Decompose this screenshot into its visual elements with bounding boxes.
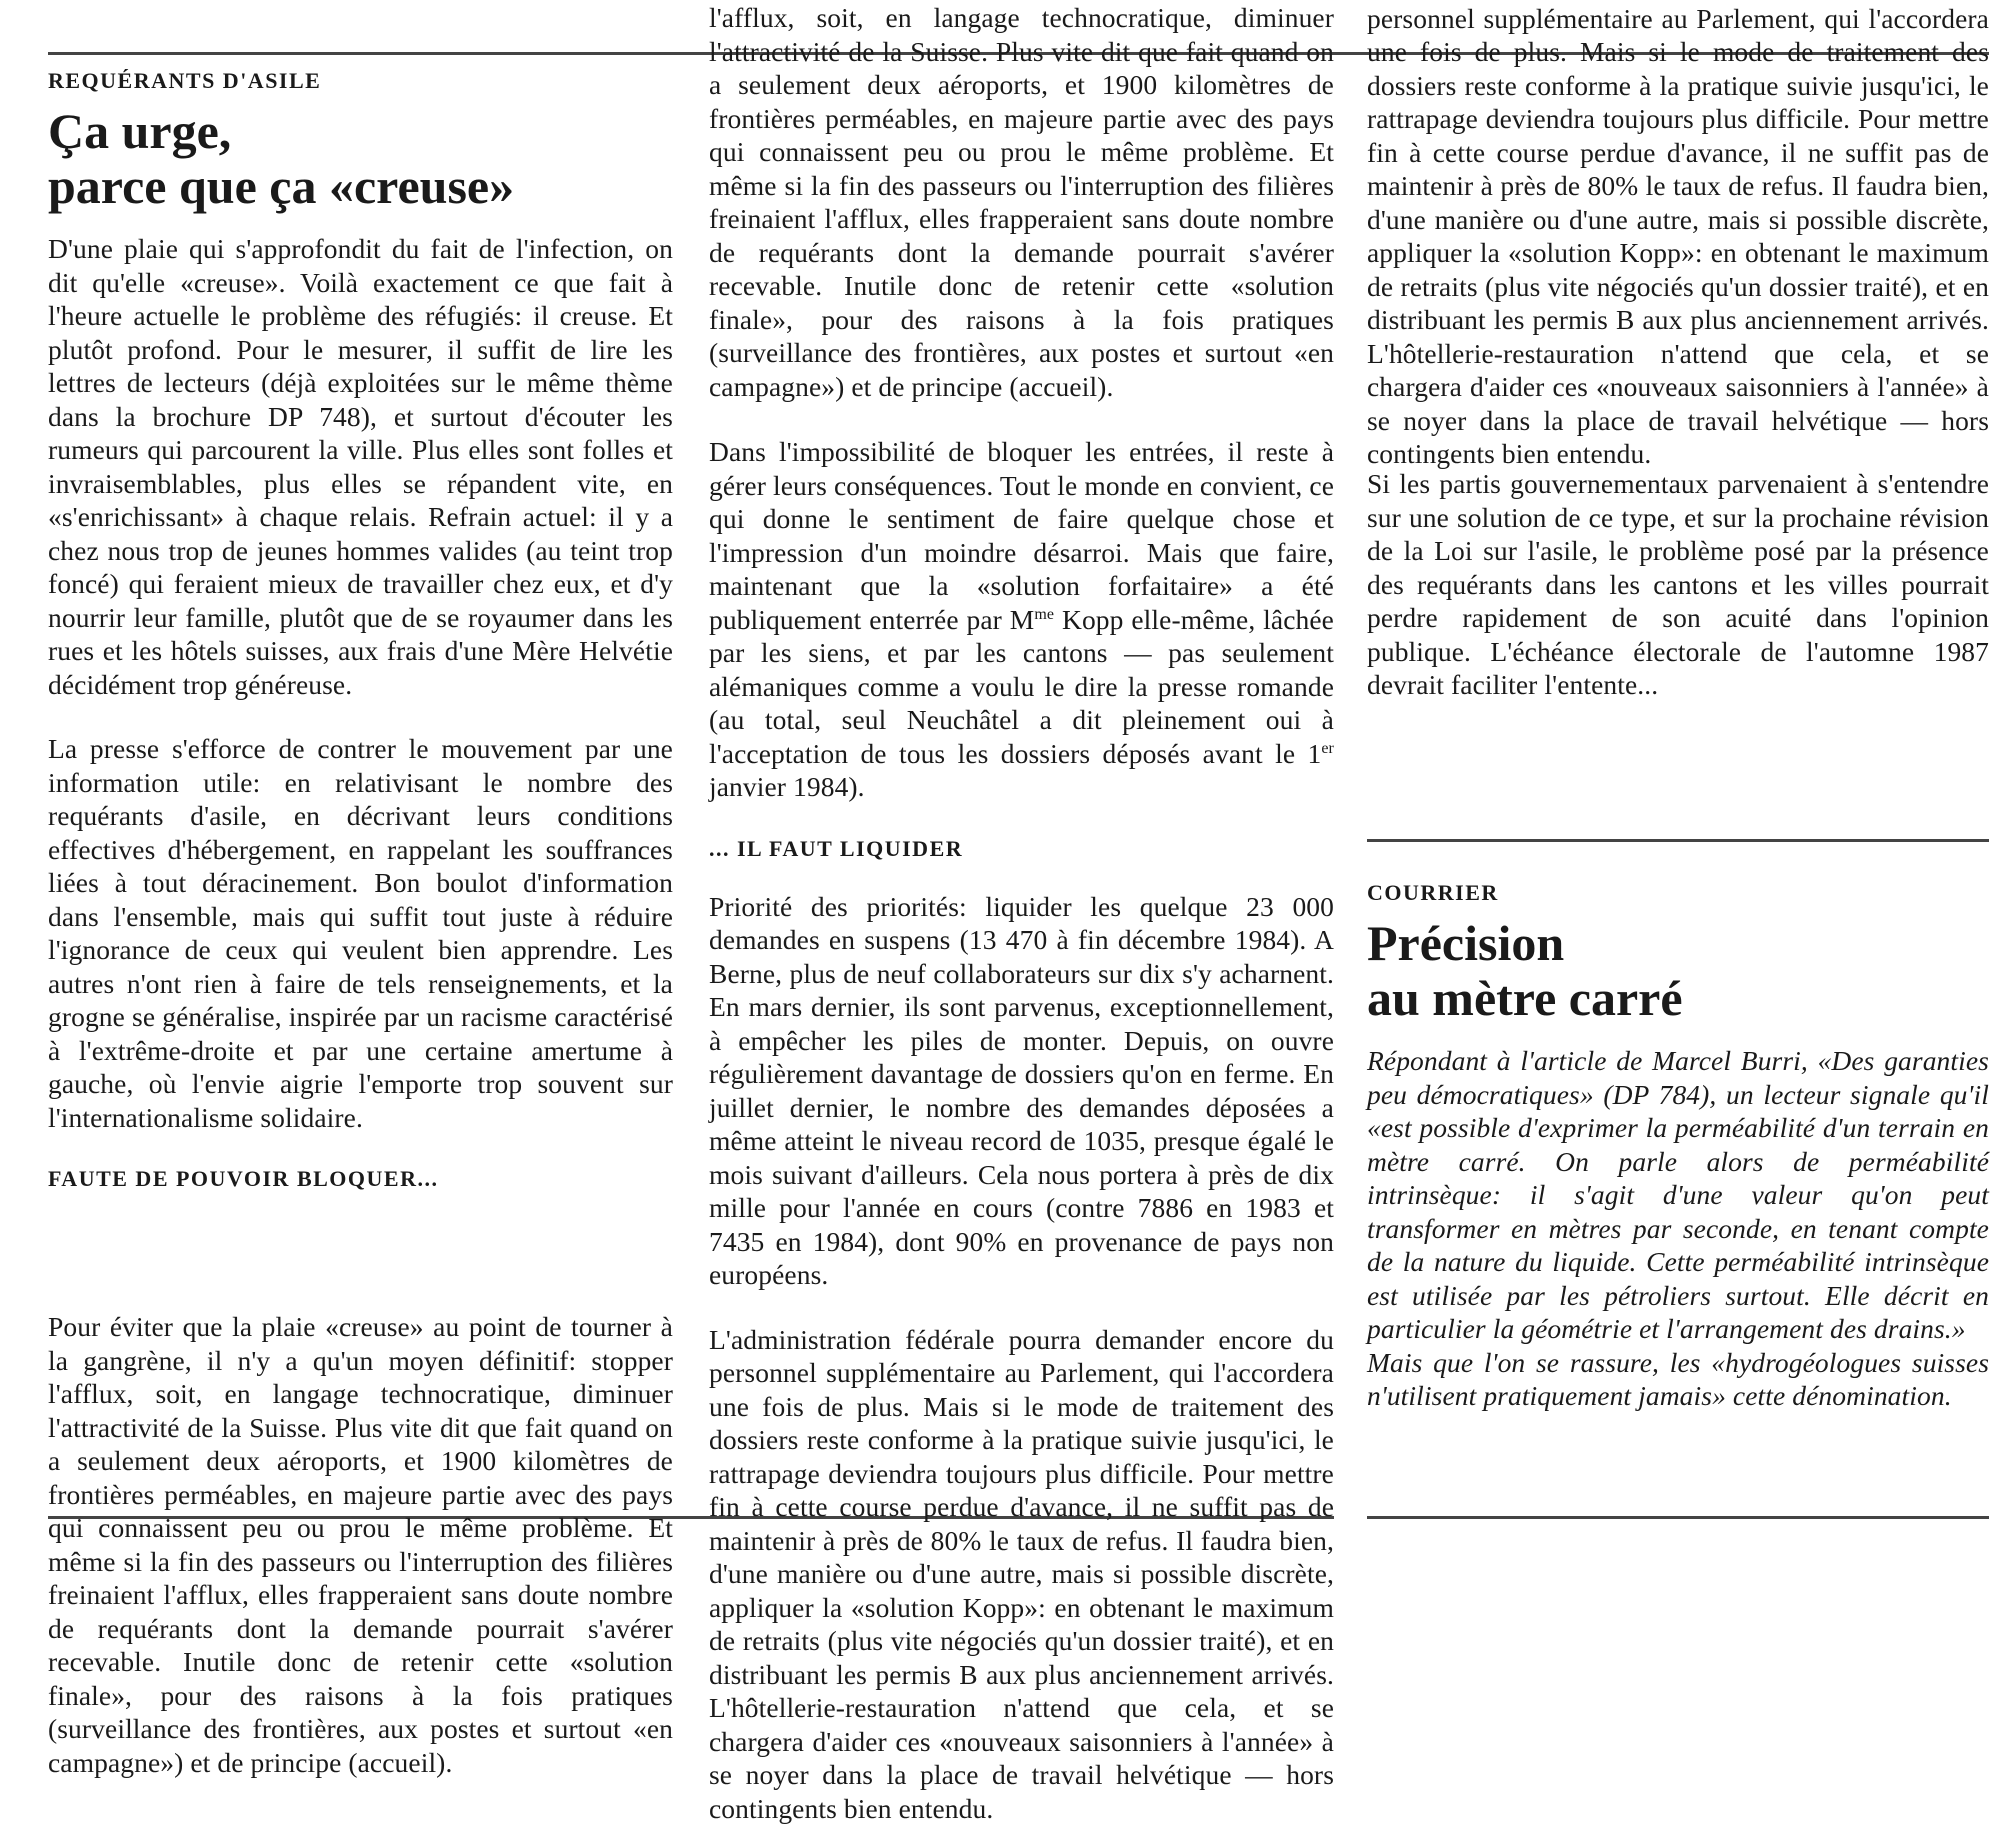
bottom-rule-right: [1367, 1516, 1989, 1519]
column-1-continuation: [48, 1310, 673, 1444]
article-paragraph-flow-a: [48, 1310, 673, 1444]
courrier-article: [1367, 880, 1989, 1413]
paragraph3-continued: l'afflux, soit, en langage technocratique, diminuer l'attractivité de la Suisse. Plus vite dit que fait quand on a seulement deux aéroports, et 1900 kilomètres de frontières perméables, en majeure partie avec des pays qui connaissent peu ou prou le même problème. Et même si la fin des passeurs ou l'interruption des filières freinaient l'afflux, elles frapperaient sans doute nombre de requérants dont la demande pourrait s'avérer recevable. Inutile donc de retenir cette «solution finale», pour des raisons à la fois pratiques (surveillance des frontières, aux postes et surtout «en campagne») et de principe (accueil).: [709, 0, 1334, 403]
courrier-headline-line-2: au mètre carré: [1367, 971, 1989, 1026]
article-headline: [48, 104, 673, 214]
paragraph4-part-b: Kopp elle-même, lâchée par les siens, et par les cantons — pas seulement alémaniques comme a voulu le dire la presse romande (au total, seul Neuchâtel a dit pleinement oui à l'acceptation de tous les dossiers déposés avant le 1: [709, 604, 1334, 769]
paragraph4-superscript-2: er: [1321, 739, 1334, 756]
courrier-headline-line-1: Précision: [1367, 916, 1989, 971]
paragraph6-start: L'administration fédérale pourra demander encore du personnel supplémentaire au Parlement, qui l'accordera une fois de plus. Mais si le mode de traitement des dossiers reste conforme à la pratique suivie jusqu'ici, le rattrapage deviendra toujours plus difficile. Pour mettre fin à cette course perdue d'avance, il ne suffit pas de maintenir à près de 80% le taux de refus. Il faudra bien, d'une manière ou d'une autre, mais si possible discrète, appliquer la «solution Kopp»: en obtenant le maximum de retraits (plus vite négociés qu'un dossier traité), et en distribuant les permis B aux plus anciennement arrivés. L'hôtellerie-restauration n'attend que cela, et se chargera d'aider ces «nouveaux saisonniers à l'année» à se noyer dans la place de travail helvétique — hors contingents bien entendu.: [709, 1323, 1334, 1825]
paragraph4-part-c: janvier 1984).: [709, 771, 865, 802]
letter-paragraph: Mais que l'on se rassure, les «hydrogéologues suisses n'utilisent pratiquement jamais» cette dénomination.: [1367, 1346, 1989, 1413]
headline-line-2: parce que ça «creuse»: [48, 159, 673, 214]
letter-body: [1367, 1044, 1989, 1413]
article-kicker: REQUÉRANTS D'ASILE: [48, 68, 673, 94]
section-subhead: ... IL FAUT LIQUIDER: [709, 835, 1334, 863]
paragraph3-text: Pour éviter que la plaie «creuse» au point de tourner à la gangrène, il n'y a qu'un moyen définitif: stopper l'afflux, soit, en langage technocratique, diminuer l'attractivité de la Suisse. Plus vite dit que fait quand on a seulement deux aéroports, et 1900 kilomètres de frontières perméables, en majeure partie avec des pays qui connaissent peu ou prou le même problème. Et même si la fin des passeurs ou l'interruption des filières freinaient l'afflux, elles frapperaient sans doute nombre de requérants dont la demande pourrait s'avérer recevable. Inutile donc de retenir cette «solution finale», pour des raisons à la fois pratiques (surveillance des frontières, aux postes et surtout «en campagne») et de principe (accueil).: [48, 1310, 673, 1444]
article-paragraph: [709, 68, 1334, 404]
column-2: [709, 68, 1334, 1423]
article-paragraph: [709, 435, 1334, 804]
article-paragraph: La presse s'efforce de contrer le mouvement par une information utile: en relativisant le nombre des requérants d'asile, en décrivant leurs conditions effectives d'hébergement, en rappelant les souffrances liées à tout déracinement. Bon boulot d'information dans l'ensemble, mais qui suffit tout juste à réduire l'ignorance de ceux qui veulent bien apprendre. Les autres n'ont rien à faire de tels renseignements, et la grogne se généralise, inspirée par un racisme caractérisé à l'extrême-droite et par une certaine amertume à gauche, où l'envie aigrie l'emporte trop souvent sur l'internationalisme solidaire.: [48, 732, 673, 1134]
column-3: [1367, 68, 1989, 733]
article-paragraph: D'une plaie qui s'approfondit du fait de l'infection, on dit qu'elle «creuse». Voilà exactement ce que fait à l'heure actuelle le problème des réfugiés: il creuse. Et plutôt profond. Pour le mesurer, il suffit de lire les lettres de lecteurs (déjà exploitées sur le même thème dans la brochure DP 748), et surtout d'écouter les rumeurs qui parcourent la ville. Plus elles sont folles et invraisemblables, plus elles se répandent vite, en «s'enrichissant» à chaque relais. Refrain actuel: il y a chez nous trop de jeunes hommes valides (au teint trop foncé) qui feraient mieux de travailler chez eux, et d'y nourrir leur famille, plutôt que de se royaumer dans les rues et les hôtels suisses, aux frais d'une Mère Helvétie décidément trop généreuse.: [48, 232, 673, 701]
courrier-kicker: COURRIER: [1367, 880, 1989, 906]
column-1: [48, 68, 673, 1220]
section-subhead: FAUTE DE POUVOIR BLOQUER...: [48, 1165, 673, 1193]
article-paragraph: [1367, 68, 1989, 436]
paragraph4-part-a: Dans l'impossibilité de bloquer les entrées, il reste à gérer leurs conséquences. Tout le monde en convient, ce qui donne le sentiment de faire quelque chose et l'impression d'un moindre désarroi. Mais que faire, maintenant que la «solution forfaitaire» a été publiquement enterrée par M: [709, 436, 1334, 635]
courrier-headline: [1367, 916, 1989, 1026]
article-paragraph: Priorité des priorités: liquider les quelque 23 000 demandes en suspens (13 470 à fin décembre 1984). A Berne, plus de neuf collaborateurs sur dix s'y acharnent. En mars dernier, ils sont parvenus, exceptionnellement, à empêcher les piles de monter. Depuis, on ouvre régulièrement davantage de dossiers qu'on en ferme. En juillet dernier, le nombre des demandes déposées a même atteint le niveau record de 1035, presque égalé le mois suivant d'ailleurs. Cela nous portera à près de dix mille pour l'année en cours (contre 7886 en 1983 et 7435 en 1984), dont 90% en provenance de pays non européens.: [709, 890, 1334, 1292]
article-paragraph-flow-b: [709, 1323, 1334, 1423]
letter-paragraph: Répondant à l'article de Marcel Burri, «Des garanties peu démocratiques» (DP 784), un lecteur signale qu'il «est possible d'exprimer la perméabilité d'un terrain en mètre carré. On parle alors de perméabilité intrinsèque: il s'agit d'une valeur qu'on peut transformer en mètres par seconde, en tenant compte de la nature du liquide. Cette perméabilité intrinsèque est utilisée par les pétroliers surtout. Elle décrit en particulier la géométrie et l'arrangement des drains.»: [1367, 1044, 1989, 1346]
courrier-separator-rule: [1367, 839, 1989, 842]
article-paragraph: Si les partis gouvernementaux parvenaient à s'entendre sur une solution de ce type, et sur la prochaine révision de la Loi sur l'asile, le problème posé par la présence des requérants dans les cantons et les villes pourrait perdre rapidement de son acuité dans l'opinion publique. L'échéance électorale de l'automne 1987 devrait faciliter l'entente...: [1367, 467, 1989, 702]
headline-line-1: Ça urge,: [48, 104, 673, 159]
paragraph4-superscript: me: [1034, 605, 1054, 622]
paragraph6-continued: personnel supplémentaire au Parlement, qui l'accordera une fois de plus. Mais si le mode de traitement des dossiers reste conforme à la pratique suivie jusqu'ici, le rattrapage deviendra toujours plus difficile. Pour mettre fin à cette course perdue d'avance, il ne suffit pas de maintenir à près de 80% le taux de refus. Il faudra bien, d'une manière ou d'une autre, mais si possible discrète, appliquer la «solution Kopp»: en obtenant le maximum de retraits (plus vite négociés qu'un dossier traité), et en distribuant les permis B aux plus anciennement arrivés. L'hôtellerie-restauration n'attend que cela, et se chargera d'aider ces «nouveaux saisonniers à l'année» à se noyer dans la place de travail helvétique — hors contingents bien entendu.: [1367, 0, 1989, 471]
